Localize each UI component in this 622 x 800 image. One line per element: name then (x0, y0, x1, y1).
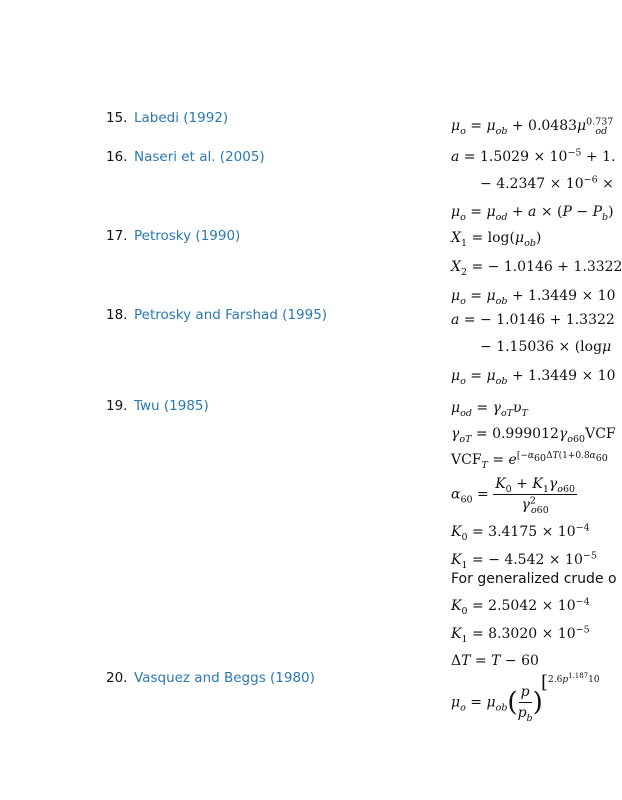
pf-a-continued: − 1.15036 × (logμ (480, 339, 612, 355)
naseri-mu-equation: $\mu_o = \mu_{od} + a \times (P - P_b)$ (451, 204, 614, 223)
entry-number: 18. (106, 307, 128, 323)
twu-k0b-equation: $K_0 = 2.5042 \times 10^{-4}$ (451, 596, 590, 617)
coefficient: 4.2347 (496, 176, 546, 192)
entry-number: 20. (106, 670, 128, 686)
exponent: 0.737 (586, 116, 614, 128)
entry-16 (106, 149, 265, 165)
ten: 10 (588, 675, 600, 685)
exponent: −4 (575, 596, 590, 608)
entry-number: 17. (106, 228, 128, 244)
twu-note: For generalized crude o (451, 571, 617, 587)
vcf-label: VCF (451, 452, 482, 468)
vb-exponent: [$^{2.6p^{1.187}10}$ (541, 672, 600, 693)
exponent: 1.187 (568, 672, 589, 680)
twu-k1b-equation: $K_1 = 8.3020 \times 10^{-5}$ (451, 624, 590, 645)
exponent: −5 (567, 147, 582, 159)
reference-link[interactable]: Petrosky and Farshad (1995) (134, 307, 328, 323)
coefficient: 1.3449 (528, 288, 578, 304)
reference-link[interactable]: Naseri et al. (2005) (134, 149, 265, 165)
coefficient: 1.3322 (573, 259, 622, 275)
coefficient: 4.542 (504, 552, 545, 568)
pressure-fraction: $\frac{p}{p_b}$ (517, 684, 533, 724)
labedi-equation: $\mu_o = \mu_{ob} + 0.0483\mu^{0.737}_{od}$ (451, 116, 614, 137)
entry-17 (106, 228, 240, 244)
exponent: −4 (575, 522, 590, 534)
coefficient: 2.6 (548, 675, 563, 685)
coefficient: 1.3449 (528, 368, 578, 384)
vb-mu-equation: $\mu_o = \mu_{ob}$( $\frac{p}{p_b}$ ) (451, 684, 543, 724)
entry-15 (106, 110, 228, 126)
pf-mu-equation: $\mu_o = \mu_{ob} + 1.3449 \times 10$ (451, 368, 616, 387)
alpha-fraction: $\frac{K_0 + K_1\gamma_{o60}}{\gamma^2_{o60}}$ (495, 476, 576, 516)
petrosky-x1-equation: $X_1 = \log(\mu_{ob})$ (451, 230, 542, 249)
constant: 60 (521, 653, 539, 669)
coefficient: 8.3020 (488, 626, 538, 642)
exponent: −5 (575, 624, 590, 636)
twu-gamma-equation: $\gamma_{oT} = 0.999012\gamma_{o60}VCF$ (451, 426, 616, 445)
entry-number: 19. (106, 398, 128, 414)
twu-k0-equation: $K_0 = 3.4175 \times 10^{-4}$ (451, 522, 590, 543)
exponent: −6 (583, 174, 598, 186)
entry-18 (106, 307, 327, 323)
reference-link[interactable]: Labedi (1992) (134, 110, 229, 126)
entry-number: 15. (106, 110, 128, 126)
twu-k1-equation: $K_1$ = − $4.542 \times 10^{-5}$ (451, 550, 597, 571)
reference-link[interactable]: Vasquez and Beggs (1980) (134, 670, 315, 686)
entry-number: 16. (106, 149, 128, 165)
exponent: −5 (582, 550, 597, 562)
reference-link[interactable]: Twu (1985) (134, 398, 209, 414)
petrosky-mu-equation: $\mu_o = \mu_{ob} + 1.3449 \times 10$ (451, 288, 616, 307)
naseri-a-equation: $a = 1.5029 \times 10^{-5} + 1$. (451, 147, 616, 165)
reference-link[interactable]: Petrosky (1990) (134, 228, 241, 244)
coefficient: 1.15036 (496, 339, 555, 355)
coefficient: 1.0146 (496, 312, 546, 328)
entry-19 (106, 398, 209, 414)
coefficient: 2.5042 (488, 598, 538, 614)
coefficient: 0.999012 (492, 426, 559, 442)
twu-vcf-equation: $VCF_T = e^{[-\alpha_{60}\Delta T(1+0.8\alpha_{60}}$ (451, 451, 608, 471)
twu-mu-od-equation: $\mu_{od} = \gamma_{oT}\upsilon_T$ (451, 400, 528, 419)
petrosky-x2-equation: $X_2$ = − 1.0146 + 1.3322 (451, 259, 622, 278)
pf-a-equation: a = − 1.0146 + 1.3322 (451, 312, 615, 328)
twu-delta-t-equation: ΔT = T − 60 (451, 653, 539, 669)
coefficient: 1.3322 (565, 312, 615, 328)
twu-alpha-equation: $\alpha_{60}$ = $\frac{K_0 + K_1\gamma_{o60}}{\gamma^2_{o60}}$ (451, 476, 576, 516)
naseri-a-continued: − $4.2347 \times 10^{-6}$ × (480, 174, 614, 192)
coefficient: 1.5029 (480, 149, 529, 165)
coefficient: 3.4175 (488, 524, 538, 540)
entry-20 (106, 670, 315, 686)
coefficient: 1.0146 (503, 259, 553, 275)
coefficient: 0.0483 (528, 118, 578, 134)
